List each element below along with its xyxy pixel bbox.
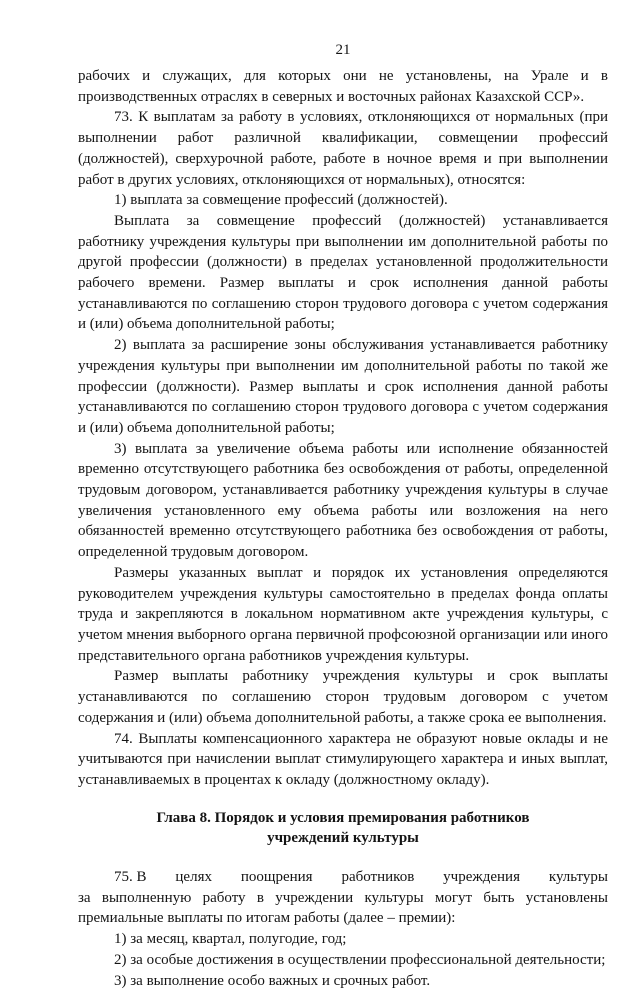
p75-word: учреждения <box>443 869 520 886</box>
p75-word: 75. В <box>114 869 147 886</box>
paragraph-payment-terms: Размер выплаты работнику учреждения культуры и срок выплаты устанавливаются по соглашению сторон трудовым договором с учетом содержания и (или) объема дополнительной работы, а также срока ее выполнения. <box>78 668 608 726</box>
paragraph-73: 73. К выплатам за работу в условиях, отклоняющихся от нормальных (при выполнении работ различной квалификации, совмещении профессий (должностей), сверхурочной работе, работе в ночное время и при выполнении работ в других условиях, отклоняющихся от нормальных), относятся: <box>78 109 608 188</box>
chapter-heading-line-1: Глава 8. Порядок и условия премирования работников <box>156 809 530 826</box>
paragraph-73-item-3: 3) выплата за увеличение объема работы или исполнение обязанностей временно отсутствующего работника без освобождения от работы, определенной трудовым договором, устанавливается работнику учреждения культуры в случае увеличения установленного ему объема работы или возложения на него обязанностей временно отсутствующего работника без освобождения от работы, определенной трудовым договором. <box>78 440 608 561</box>
paragraph-75-body: за выполненную работу в учреждении культуры могут быть установлены премиальные выплаты по итогам работы (далее – премии): <box>78 889 608 927</box>
paragraph-75-first-line <box>78 867 608 888</box>
p75-word: целях <box>175 869 212 886</box>
chapter-heading-line-2: учреждений культуры <box>267 830 419 847</box>
p75-word: поощрения <box>240 869 313 886</box>
paragraph-combination-payment: Выплата за совмещение профессий (должностей) устанавливается работнику учреждения культуры при выполнении им дополнительной работы по другой профессии (должности) в пределах установленной продолжительности рабочего времени. Размер выплаты и срок исполнения данной работы устанавливаются по соглашению сторон трудового договора с учетом содержания и (или) объема дополнительной работы; <box>78 212 608 333</box>
bonus-list-item-3: 3) за выполнение особо важных и срочных работ. <box>114 972 431 989</box>
paragraph-payment-amounts: Размеры указанных выплат и порядок их установления определяются руководителем учреждения культуры самостоятельно в пределах фонда оплаты труда и закрепляются в локальном нормативном акте учреждения культуры, с учетом мнения выборного органа первичной профсоюзной организации или иного представительного органа работников учреждения культуры. <box>78 564 608 664</box>
p75-word: культуры <box>548 869 608 886</box>
paragraph-74: 74. Выплаты компенсационного характера не образуют новые оклады и не учитываются при начислении выплат стимулирующего характера и иных выплат, устанавливаемых в процентах к окладу (должностному окладу). <box>78 730 608 788</box>
document-page <box>78 40 608 991</box>
bonus-list-item-1: 1) за месяц, квартал, полугодие, год; <box>114 931 347 948</box>
bonus-list-item-2: 2) за особые достижения в осуществлении профессиональной деятельности; <box>114 951 606 968</box>
chapter-heading <box>78 808 608 849</box>
paragraph-73-item-2: 2) выплата за расширение зоны обслуживания устанавливается работнику учреждения культуры при выполнении им дополнительной работы по такой же профессии (должности). Размер выплаты и срок исполнения данной работы устанавливаются по соглашению сторон трудового договора с учетом содержания и (или) объема дополнительной работы; <box>78 337 608 436</box>
page-number: 21 <box>335 42 351 58</box>
paragraph-73-item-1: 1) выплата за совмещение профессий (должностей). <box>114 192 448 209</box>
paragraph-continuation: рабочих и служащих, для которых они не установлены, на Урале и в производственных отраслях в северных и восточных районах Казахской ССР». <box>78 68 608 105</box>
p75-word: работников <box>341 869 415 886</box>
